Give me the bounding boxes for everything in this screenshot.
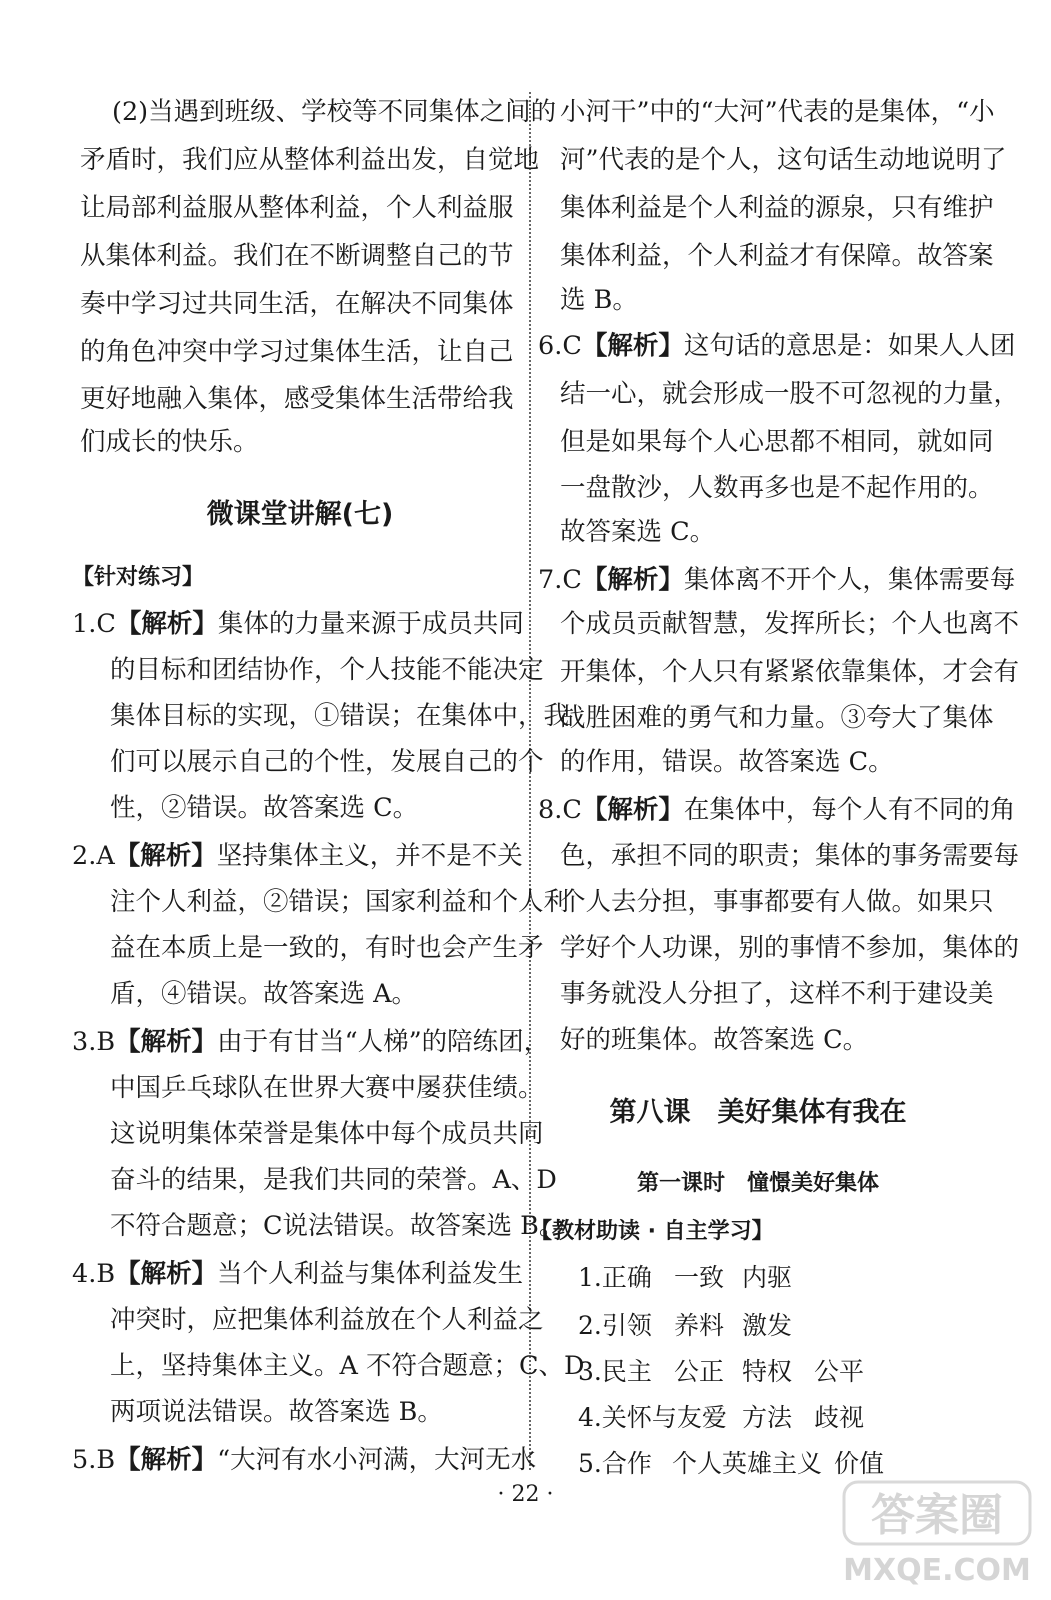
- answer-item: 4.关怀与友爱: [578, 1403, 727, 1432]
- paragraph-line: 从集体利益。我们在不断调整自己的节: [80, 241, 514, 271]
- answer-line: 益在本质上是一致的，有时也会产生矛: [110, 933, 544, 963]
- answer-line: 两项说法错误。故答案选 B。: [110, 1397, 443, 1427]
- answer-line: 的目标和团结协作，个人技能不能决定: [110, 655, 544, 685]
- answer-line: 集体目标的实现，①错误；在集体中，我: [110, 701, 570, 731]
- answer-line: 但是如果每个人心思都不相同，就如同: [560, 427, 994, 457]
- answer-line: 的作用，错误。故答案选 C。: [560, 747, 894, 777]
- section-label: 【针对练习】: [72, 565, 205, 590]
- answer-item: 养料: [674, 1311, 725, 1340]
- question-2-first-line: 2.A【解析】坚持集体主义，并不是不关: [72, 841, 523, 871]
- section-heading: 微课堂讲解(七): [206, 499, 394, 530]
- answer-item: 2.引领: [578, 1311, 652, 1340]
- answer-line: 奋斗的结果，是我们共同的荣誉。A、D: [110, 1165, 557, 1195]
- answer-item: 特权: [742, 1357, 793, 1386]
- question-5-first-line: 5.B【解析】“大河有水小河满，大河无水: [72, 1445, 537, 1475]
- answer-line: 冲突时，应把集体利益放在个人利益之: [110, 1305, 544, 1335]
- answer-line: 中国乒乓球队在世界大赛中屡获佳绩。: [110, 1073, 544, 1103]
- answer-line: 盾，④错误。故答案选 A。: [110, 979, 418, 1009]
- answer-line: 一盘散沙，人数再多也是不起作用的。: [560, 473, 994, 503]
- section-label: 【教材助读 · 自主学习】: [530, 1219, 774, 1244]
- question-6-first-line: 6.C【解析】这句话的意思是：如果人人团: [538, 331, 1016, 361]
- page-number: · 22 ·: [497, 1482, 554, 1507]
- answer-line: 不符合题意；C说法错误。故答案选 B。: [110, 1211, 565, 1241]
- answer-line: 学好个人功课，别的事情不参加，集体的: [560, 933, 1020, 963]
- watermark-logo-text: 答案圈: [871, 1490, 1003, 1541]
- answer-item: 个人英雄主义: [672, 1449, 823, 1478]
- answer-item: 方法: [742, 1403, 793, 1432]
- question-3-first-line: 3.B【解析】由于有甘当“人梯”的陪练团，: [72, 1027, 550, 1057]
- answer-item: 1.正确: [578, 1263, 652, 1292]
- answer-line: 上，坚持集体主义。A 不符合题意；C、D: [110, 1351, 585, 1381]
- answer-line: 故答案选 C。: [560, 517, 716, 547]
- answer-line: 选 B。: [560, 285, 638, 315]
- question-4-first-line: 4.B【解析】当个人利益与集体利益发生: [72, 1259, 524, 1289]
- answer-line: 们可以展示自己的个性，发展自己的个: [110, 747, 544, 777]
- paragraph-line: 让局部利益服从整体利益，个人利益服: [80, 193, 514, 223]
- answer-item: 公平: [814, 1357, 865, 1386]
- answer-line: 个人去分担，事事都要有人做。如果只: [560, 887, 994, 917]
- answer-item: 5.合作: [578, 1449, 652, 1478]
- answer-line: 战胜困难的勇气和力量。③夸大了集体: [560, 703, 994, 733]
- question-8-first-line: 8.C【解析】在集体中，每个人有不同的角: [538, 795, 1016, 825]
- answer-line: 性，②错误。故答案选 C。: [110, 793, 419, 823]
- answer-item: 激发: [742, 1311, 793, 1340]
- answer-item: 一致: [674, 1263, 725, 1292]
- paragraph-line: (2)当遇到班级、学校等不同集体之间的: [112, 97, 557, 127]
- paragraph-line: 的角色冲突中学习过集体生活，让自己: [80, 337, 514, 367]
- answer-item: 内驱: [742, 1263, 793, 1292]
- paragraph-line: 更好地融入集体，感受集体生活带给我: [80, 384, 514, 414]
- answer-item: 价值: [834, 1449, 885, 1478]
- lesson-subtitle: 第一课时 憧憬美好集体: [636, 1171, 879, 1196]
- answer-line: 这说明集体荣誉是集体中每个成员共同: [110, 1119, 544, 1149]
- watermark-logo: [842, 1478, 1032, 1590]
- answer-line: 色，承担不同的职责；集体的事务需要每: [560, 841, 1020, 871]
- answer-item: 3.民主: [578, 1357, 652, 1386]
- paragraph-line: 奏中学习过共同生活，在解决不同集体: [80, 289, 514, 319]
- answer-item: 歧视: [814, 1403, 865, 1432]
- answer-line: 事务就没人分担了，这样不利于建设美: [560, 979, 994, 1009]
- lesson-title: 第八课 美好集体有我在: [609, 1097, 907, 1128]
- paragraph-line: 们成长的快乐。: [80, 427, 259, 457]
- answer-line: 开集体，个人只有紧紧依靠集体，才会有: [560, 657, 1020, 687]
- answer-line: 结一心，就会形成一股不可忽视的力量，: [560, 379, 1020, 409]
- watermark-url: MXQE.COM: [843, 1553, 1031, 1588]
- answer-line: 注个人利益，②错误；国家利益和个人利: [110, 887, 570, 917]
- answer-line: 集体利益，个人利益才有保障。故答案: [560, 241, 994, 271]
- answer-line: 好的班集体。故答案选 C。: [560, 1025, 869, 1055]
- question-1-first-line: 1.C【解析】集体的力量来源于成员共同: [72, 609, 524, 639]
- answer-line: 河”代表的是个人，这句话生动地说明了: [560, 145, 1007, 175]
- answer-item: 公正: [674, 1357, 725, 1386]
- question-7-first-line: 7.C【解析】集体离不开个人，集体需要每: [538, 565, 1016, 595]
- answer-line: 小河干”中的“大河”代表的是集体，“小: [560, 97, 995, 127]
- paragraph-line: 矛盾时，我们应从整体利益出发，自觉地: [80, 145, 540, 175]
- answer-line: 集体利益是个人利益的源泉，只有维护: [560, 193, 994, 223]
- answer-line: 个成员贡献智慧，发挥所长；个人也离不: [560, 609, 1020, 639]
